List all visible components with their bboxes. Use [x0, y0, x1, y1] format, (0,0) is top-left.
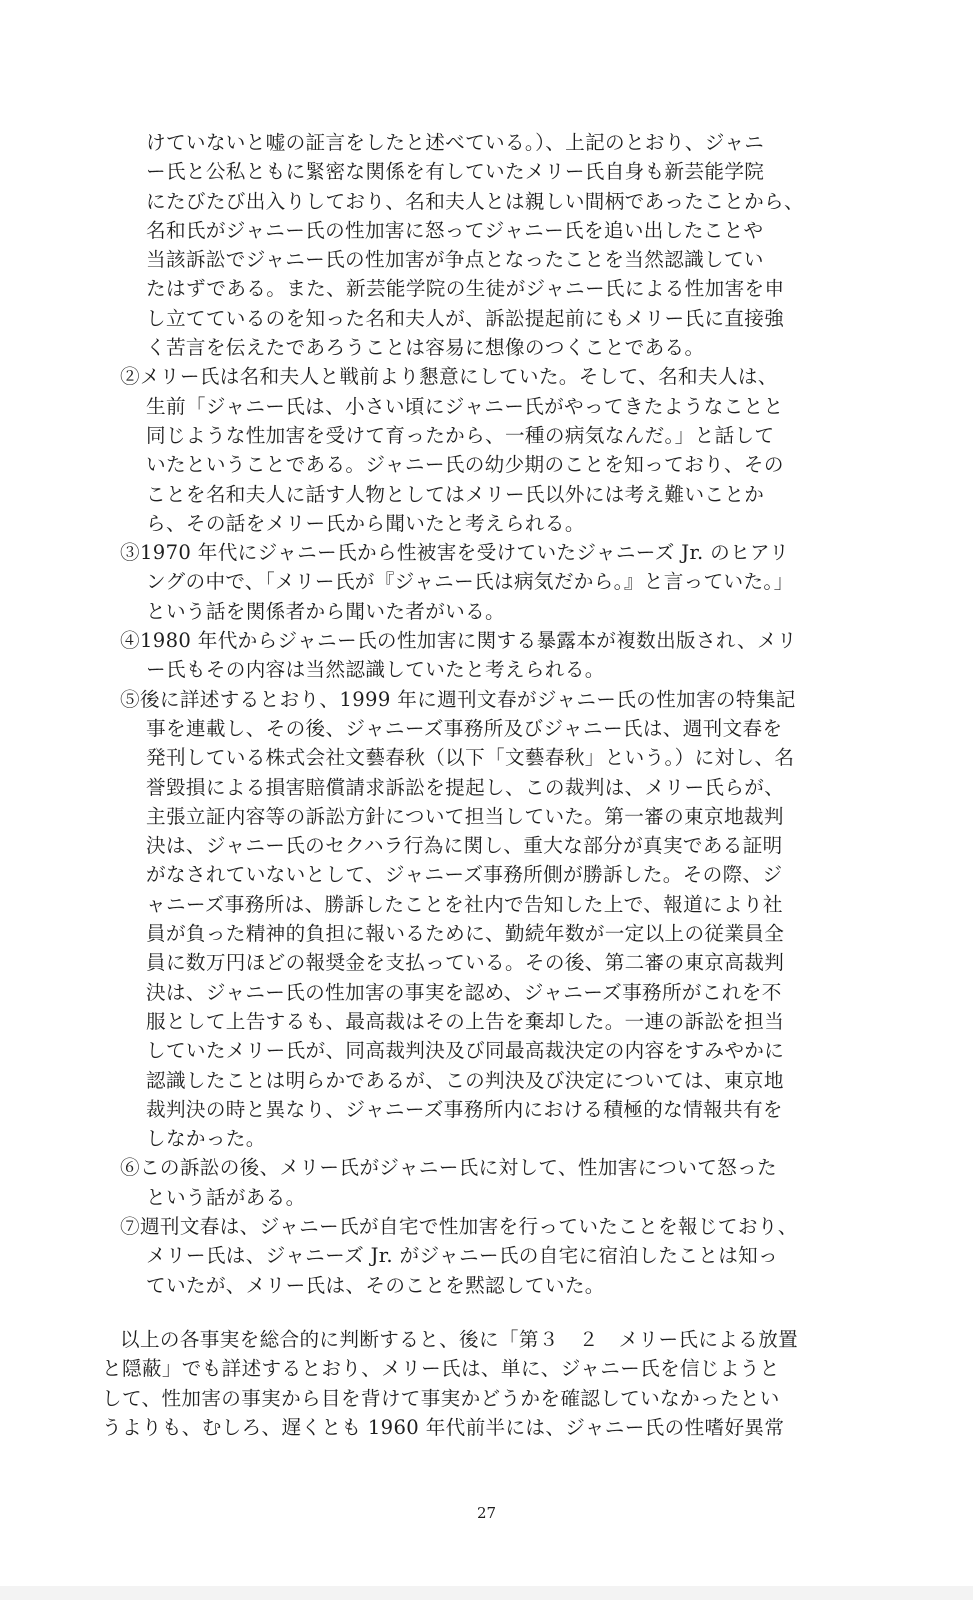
text-line: 決は、ジャニー氏のセクハラ行為に関し、重大な部分が真実である証明	[146, 834, 783, 858]
text-line: していたメリー氏が、同高裁判決及び同最高裁決定の内容をすみやかに	[146, 1039, 785, 1063]
text-line: し立てているのを知った名和夫人が、訴訟提起前にもメリー氏に直接強	[146, 306, 785, 330]
text-line: 以上の各事実を総合的に判断すると、後に「第３ ２ メリー氏による放置	[120, 1328, 799, 1351]
text-line: 決は、ジャニー氏の性加害の事実を認め、ジャニーズ事務所がこれを不	[146, 980, 782, 1004]
text-line: 生前「ジャニー氏は、小さい頃にジャニー氏がやってきたようなことと	[146, 394, 784, 418]
item-first-line: ③1970 年代にジャニー氏から性被害を受けていたジャニーズ Jr. のヒアリ	[120, 541, 790, 565]
list-item-6	[0, 1153, 973, 1212]
text-line: して、性加害の事実から目を背けて事実かどうかを確認していなかったとい	[102, 1386, 780, 1410]
text-line: しなかった。	[146, 1127, 266, 1151]
text-line: 主張立証内容等の訴訟方針について担当していた。第一審の東京地裁判	[146, 804, 784, 828]
text-line: という話がある。	[146, 1185, 306, 1209]
text-line: ー氏と公私ともに緊密な関係を有していたメリー氏自身も新芸能学院	[146, 160, 765, 184]
text-line: けていないと嘘の証言をしたと述べている。）、上記のとおり、ジャニ	[146, 131, 765, 154]
page-bottom-edge	[0, 1586, 973, 1600]
text-line: 認識したことは明らかであるが、この判決及び決定については、東京地	[146, 1068, 784, 1092]
text-line: 当該訴訟でジャニー氏の性加害が争点となったことを当然認識してい	[146, 248, 764, 272]
text-line: 裁判決の時と異なり、ジャニーズ事務所内における積極的な情報共有を	[146, 1097, 783, 1121]
text-line: ャニーズ事務所は、勝訴したことを社内で告知した上で、報道により社	[146, 892, 783, 916]
text-line: く苦言を伝えたであろうことは容易に想像のつくことである。	[146, 336, 705, 360]
text-line: 同じような性加害を受けて育ったから、一種の病気なんだ。」と話して	[146, 423, 775, 447]
text-line: いたということである。ジャニー氏の幼少期のことを知っており、その	[146, 453, 784, 477]
continued-paragraph	[0, 128, 973, 362]
item-first-line: ⑦週刊文春は、ジャニー氏が自宅で性加害を行っていたことを報じており、	[120, 1214, 798, 1238]
text-line: という話を関係者から聞いた者がいる。	[146, 599, 505, 623]
text-line: 服として上告するも、最高裁はその上告を棄却した。一連の訴訟を担当	[146, 1009, 785, 1033]
text-line: 事を連載し、その後、ジャニーズ事務所及びジャニー氏は、週刊文春を	[146, 716, 783, 740]
findings-list	[0, 128, 973, 1300]
text-line: 発刊している株式会社文藝春秋（以下「文藝春秋」という。）に対し、名	[146, 746, 795, 770]
text-line: メリー氏は、ジャニーズ Jr. がジャニー氏の自宅に宿泊したことは知っ	[146, 1244, 779, 1268]
item-first-line: ⑥この訴訟の後、メリー氏がジャニー氏に対して、性加害について怒った	[120, 1156, 777, 1180]
text-line: たはずである。また、新芸能学院の生徒がジャニー氏による性加害を申	[146, 277, 785, 301]
list-item-3	[0, 538, 973, 626]
text-line: 名和氏がジャニー氏の性加害に怒ってジャニー氏を追い出したことや	[146, 218, 764, 242]
text-line: ングの中で、「メリー氏が『ジャニー氏は病気だから。』と言っていた。」	[146, 570, 794, 594]
text-line: と隠蔽」でも詳述するとおり、メリー氏は、単に、ジャニー氏を信じようと	[102, 1357, 780, 1381]
list-item-7	[0, 1212, 973, 1300]
text-line: ら、その話をメリー氏から聞いたと考えられる。	[146, 511, 585, 535]
text-line: 員に数万円ほどの報奨金を支払っている。その後、第二審の東京高裁判	[146, 951, 785, 975]
list-item-5	[0, 685, 973, 1154]
text-line: にたびたび出入りしており、名和夫人とは親しい間柄であったことから、	[146, 189, 804, 213]
list-item-4	[0, 626, 973, 685]
item-first-line: ⑤後に詳述するとおり、1999 年に週刊文春がジャニー氏の性加害の特集記	[120, 687, 796, 711]
text-line: 誉毀損による損害賠償請求訴訟を提起し、この裁判は、メリー氏らが、	[146, 775, 785, 799]
text-line: 員が負った精神的負担に報いるために、勤続年数が一定以上の従業員全	[146, 922, 785, 946]
item-first-line: ④1980 年代からジャニー氏の性加害に関する暴露本が複数出版され、メリ	[120, 629, 797, 653]
text-line: ー氏もその内容は当然認識していたと考えられる。	[146, 658, 605, 682]
page-number: 27	[476, 1504, 497, 1522]
text-line: がなされていないとして、ジャニーズ事務所側が勝訴した。その際、ジ	[146, 863, 783, 887]
conclusion-paragraph	[0, 1325, 973, 1442]
item-first-line: ②メリー氏は名和夫人と戦前より懇意にしていた。そして、名和夫人は、	[120, 365, 778, 389]
text-line: ていたが、メリー氏は、そのことを黙認していた。	[146, 1273, 605, 1297]
text-line: うよりも、むしろ、遅くとも 1960 年代前半には、ジャニー氏の性嗜好異常	[102, 1415, 785, 1439]
list-item-2	[0, 362, 973, 538]
text-line: ことを名和夫人に話す人物としてはメリー氏以外には考え難いことか	[146, 482, 765, 506]
